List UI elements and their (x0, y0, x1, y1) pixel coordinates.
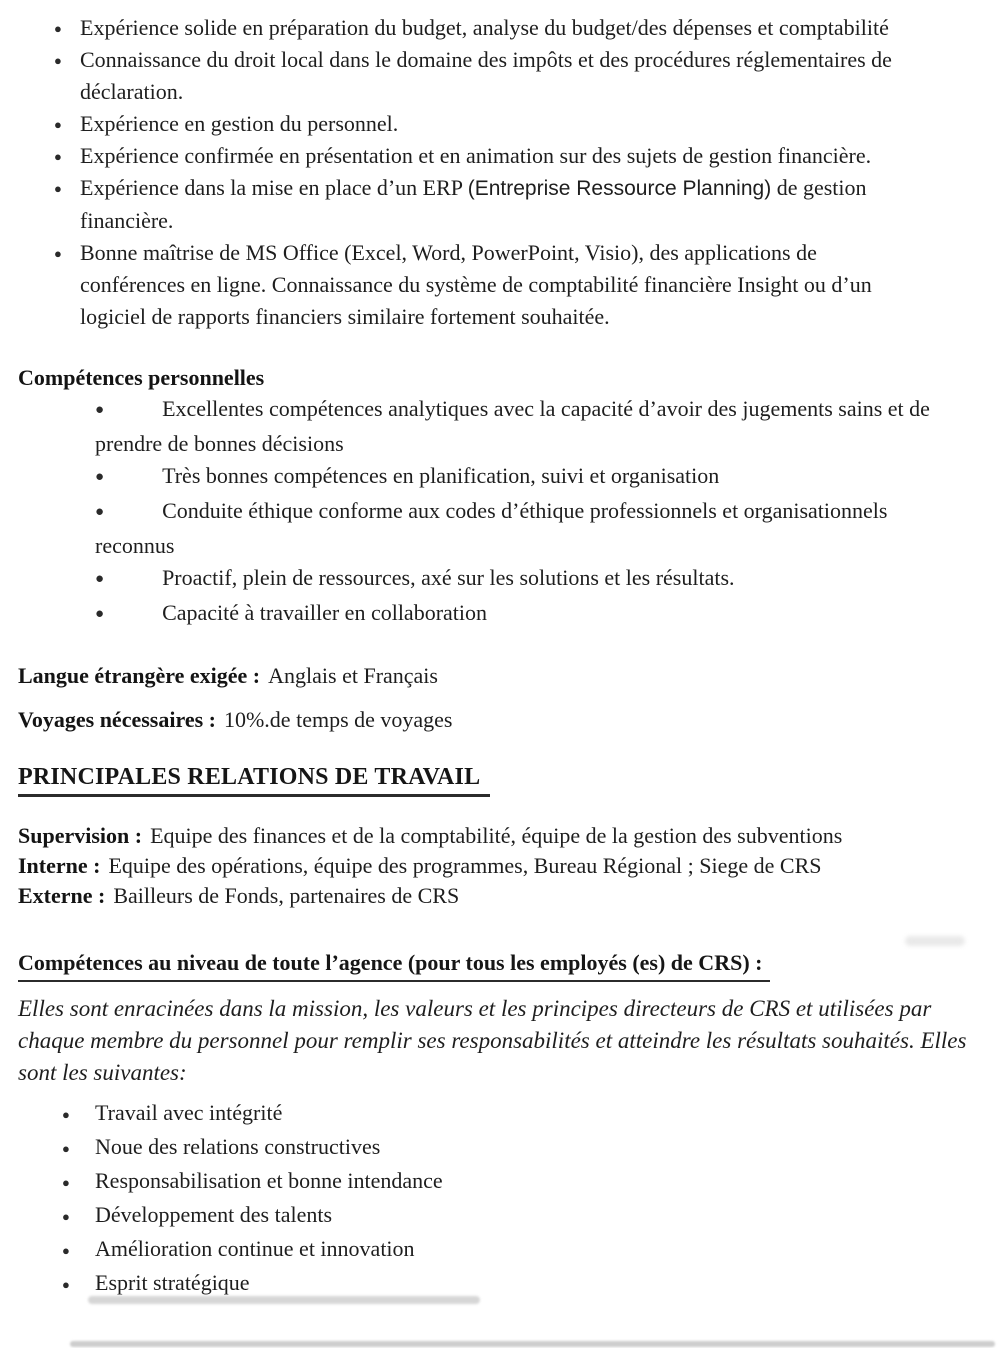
bullet-icon: ● (95, 402, 105, 418)
list-item-text: Expérience en gestion du personnel. (80, 111, 399, 136)
list-item (18, 237, 910, 333)
personal-competencies-heading: Compétences personnelles (18, 365, 265, 390)
list-item-text: Expérience confirmée en présentation et en animation sur des sujets de gestion financière. (80, 143, 872, 168)
list-item-text: Amélioration continue et innovation (95, 1236, 415, 1261)
list-item-text: Proactif, plein de ressources, axé sur les solutions et les résultats. (162, 565, 735, 590)
personal-competencies-list (18, 393, 975, 632)
scan-artifact (70, 1341, 995, 1347)
qualifications-list (18, 12, 910, 333)
main-relations-heading: PRINCIPALES RELATIONS DE TRAVAIL (18, 762, 490, 797)
language-value: Anglais et Français (268, 663, 438, 688)
bullet-icon: ● (62, 1175, 70, 1190)
supervision-label: Supervision : (18, 823, 143, 848)
travel-label: Voyages nécessaires : (18, 707, 216, 732)
list-item (95, 597, 961, 632)
scan-artifact (905, 936, 965, 946)
list-item (95, 495, 961, 562)
list-item-text: Expérience dans la mise en place d’un ERP (80, 175, 468, 200)
list-item-text: de gestion financière. (80, 175, 867, 233)
list-item (18, 108, 910, 140)
relation-row (18, 851, 975, 881)
list-item-text: Capacité à travailler en collaboration (162, 600, 488, 625)
list-item-text: Travail avec intégrité (95, 1100, 283, 1125)
bullet-icon: ● (54, 181, 62, 196)
supervision-value: Equipe des finances et de la comptabilité, équipe de la gestion des subventions (150, 823, 843, 848)
list-item (18, 172, 910, 237)
list-item (18, 12, 910, 44)
bullet-icon: ● (54, 117, 62, 132)
list-item (18, 1232, 975, 1266)
externe-label: Externe : (18, 883, 106, 908)
bullet-icon: ● (54, 246, 62, 261)
agency-competencies-heading: Compétences au niveau de toute l’agence (pour tous les employés (es) de CRS) : (18, 949, 770, 982)
bullet-icon: ● (54, 149, 62, 164)
list-item-text: Responsabilisation et bonne intendance (95, 1168, 443, 1193)
travel-requirement-line (18, 705, 975, 735)
relation-row (18, 881, 975, 911)
bullet-icon: ● (62, 1107, 70, 1122)
bullet-icon: ● (54, 53, 62, 68)
list-item (18, 1266, 975, 1300)
list-item (18, 140, 910, 172)
travel-value: 10%.de temps de voyages (223, 707, 453, 732)
list-item (18, 1198, 975, 1232)
relations-block (18, 821, 975, 911)
list-item-text: Noue des relations constructives (95, 1134, 381, 1159)
bullet-icon: ● (95, 606, 105, 622)
interne-label: Interne : (18, 853, 101, 878)
agency-competencies-list (18, 1096, 975, 1300)
language-label: Langue étrangère exigée : (18, 663, 261, 688)
list-item (18, 1096, 975, 1130)
language-requirement-line (18, 661, 975, 691)
agency-intro-paragraph: Elles sont enracinées dans la mission, les valeurs et les principes directeurs de CRS et utilisées par chaque membre du personnel pour remplir ses responsabilités et atteindre les résultats souhaités. Elles sont les suivantes: (18, 996, 967, 1085)
list-item-text: Excellentes compétences analytiques avec la capacité d’avoir des jugements sains et de prendre de bonnes décisions (95, 396, 930, 456)
list-item-text: Connaissance du droit local dans le domaine des impôts et des procédures réglementaires de déclaration. (80, 47, 892, 104)
bullet-icon: ● (62, 1277, 70, 1292)
bullet-icon: ● (54, 21, 62, 36)
list-item (95, 460, 961, 495)
list-item-text: Développement des talents (95, 1202, 333, 1227)
list-item-text: Esprit stratégique (95, 1270, 250, 1295)
list-item (18, 1164, 975, 1198)
list-item-text-sans: (Entreprise Ressource Planning) (467, 177, 772, 200)
bullet-icon: ● (95, 571, 105, 587)
scan-artifact (88, 1296, 480, 1304)
interne-value: Equipe des opérations, équipe des programmes, Bureau Régional ; Siege de CRS (108, 853, 822, 878)
list-item (95, 562, 961, 597)
bullet-icon: ● (62, 1243, 70, 1258)
bullet-icon: ● (95, 469, 105, 485)
list-item-text: Conduite éthique conforme aux codes d’éthique professionnels et organisationnels reconnus (95, 498, 888, 558)
bullet-icon: ● (62, 1209, 70, 1224)
list-item-text: Expérience solide en préparation du budget, analyse du budget/des dépenses et comptabilité (80, 15, 889, 40)
relation-row (18, 821, 975, 851)
list-item (95, 393, 961, 460)
bullet-icon: ● (95, 504, 105, 520)
list-item (18, 1130, 975, 1164)
list-item (18, 44, 910, 108)
bullet-icon: ● (62, 1141, 70, 1156)
externe-value: Bailleurs de Fonds, partenaires de CRS (113, 883, 460, 908)
list-item-text: Bonne maîtrise de MS Office (Excel, Word, PowerPoint, Visio), des applications de conférences en ligne. Connaissance du système de comptabilité financière Insight ou d’un logiciel de rapports financiers similaire fortement souhaitée. (80, 240, 872, 329)
list-item-text: Très bonnes compétences en planification, suivi et organisation (162, 463, 720, 488)
